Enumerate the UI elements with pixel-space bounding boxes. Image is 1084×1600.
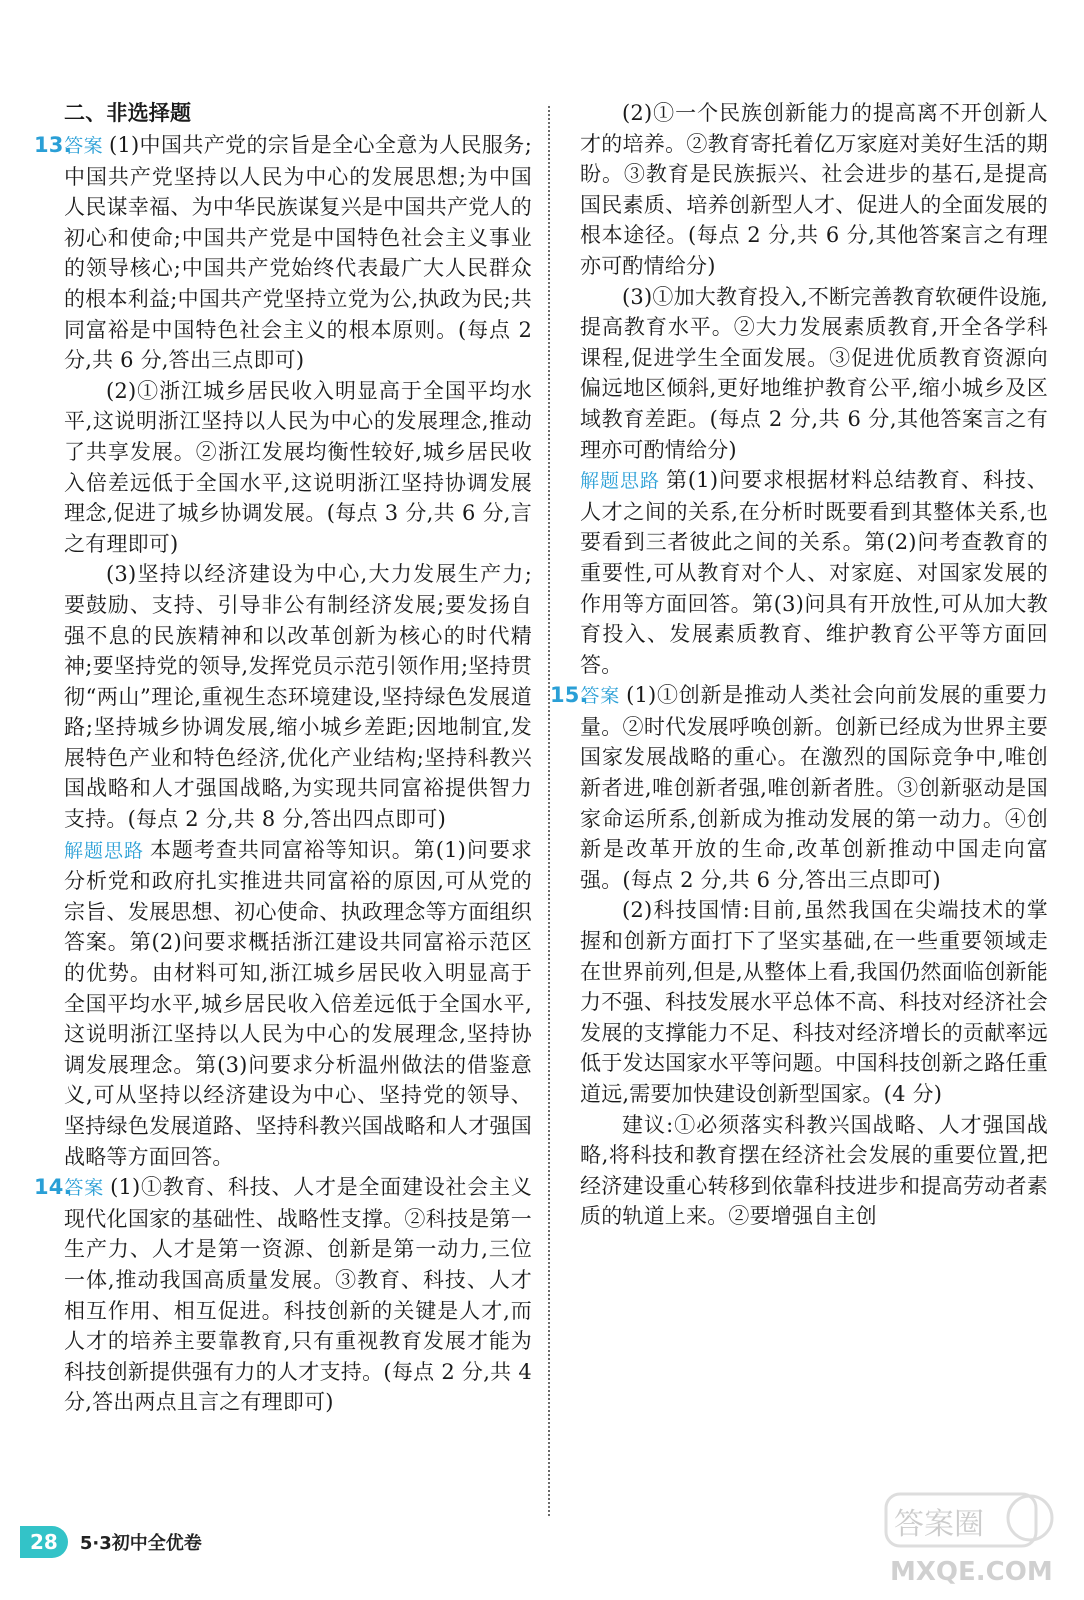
q14-part3: (3)①加大教育投入,不断完善教育软硬件设施,提高教育水平。②大力发展素质教育,开全各学科课程,促进学生全面发展。③促进优质教育资源向偏远地区倾斜,更好地维护教育公平,缩小城乡及区域教育差距。(每点 2 分,共 6 分,其他答案言之有理亦可酌情给分): [580, 284, 1048, 462]
right-column: [550, 98, 1049, 1232]
q14-part1-start: [34, 1172, 533, 1418]
q13-part1: [34, 130, 532, 376]
watermark-text: MXQE.COM: [890, 1557, 1053, 1587]
series-title: 5·3初中全优卷: [79, 1533, 202, 1554]
q15-part1: [550, 680, 1049, 895]
watermark-logo: [880, 1488, 1060, 1588]
q14-number: 14.: [34, 1175, 72, 1200]
watermark-logo-text: 答案圈: [894, 1507, 984, 1542]
left-column: [34, 98, 533, 1418]
q13-solution-label: 解题思路: [64, 839, 144, 862]
page-footer: [20, 1524, 202, 1560]
q15-answer-label: 答案: [580, 685, 621, 708]
q14-solution-text: 第(1)问要求根据材料总结教育、科技、人才之间的关系,在分析时既要看到其整体关系,也要看到三者彼此之间的关系。第(2)问考查教育的重要性,可从教育对个人、对家庭、对国家发展的作用等方面回答。第(3)问具有开放性,可从加大教育投入、发展素质教育、维护教育公平等方面回答。: [580, 468, 1048, 677]
q13-part3: (3)坚持以经济建设为中心,大力发展生产力;要鼓励、支持、引导非公有制经济发展;要发扬自强不息的民族精神和以改革创新为核心的时代精神;要坚持党的领导,发挥党员示范引领作用;坚持贯彻“两山”理论,重视生态环境建设,坚持绿色发展道路;坚持城乡协调发展,缩小城乡差距;因地制宜,发展特色产业和特色经济,优化产业结构;坚持科教兴国战略和人才强国战略,为实现共同富裕提供智力支持。(每点 2 分,共 8 分,答出四点即可): [64, 562, 532, 832]
q13-number: 13.: [34, 133, 72, 157]
q14-part2: (2)①一个民族创新能力的提高离不开创新人才的培养。②教育寄托着亿万家庭对美好生活的期盼。③教育是民族振兴、社会进步的基石,是提高国民素质、培养创新型人才、促进人的全面发展的根本途径。(每点 2 分,共 6 分,其他答案言之有理亦可酌情给分): [580, 101, 1048, 278]
q14-part1-text: (1)①教育、科技、人才是全面建设社会主义现代化国家的基础性、战略性支撑。②科技是第一生产力、人才是第一资源、创新是第一动力,三位一体,推动我国高质量发展。③教育、科技、人才相互作用、相互促进。科技创新的关键是人才,而人才的培养主要靠教育,只有重视教育发展才能为科技创新提供强有力的人才支持。(每点 2 分,共 4 分,答出两点且言之有理即可): [64, 1175, 533, 1415]
section-heading: 二、非选择题: [64, 101, 192, 125]
watermark-circle: [1008, 1496, 1052, 1540]
q14-answer-label: 答案: [64, 1177, 105, 1200]
q13-part2: (2)①浙江城乡居民收入明显高于全国平均水平,这说明浙江坚持以人民为中心的发展理念,推动了共享发展。②浙江发展均衡性较好,城乡居民收入倍差远低于全国水平,这说明浙江坚持协调发展理念,促进了城乡协调发展。(每点 3 分,共 6 分,言之有理即可): [64, 378, 532, 556]
q13-answer-label: 答案: [64, 135, 103, 157]
column-divider: [548, 106, 550, 1516]
q14-solution-label: 解题思路: [580, 470, 660, 493]
q14-solution: [580, 465, 1048, 680]
question-14: [34, 1172, 533, 1418]
q15-part2: (2)科技国情:目前,虽然我国在尖端技术的掌握和创新方面打下了坚实基础,在一些重要领域走在世界前列,但是,从整体上看,我国仍然面临创新能力不强、科技发展水平总体不高、科技对经济社会发展的支撑能力不足、科技对经济增长的贡献率远低于发达国家水平等问题。中国科技创新之路任重道远,需要加快建设创新型国家。(4 分): [580, 898, 1048, 1106]
q15-number: 15.: [550, 683, 588, 708]
q15-part3: 建议:①必须落实科教兴国战略、人才强国战略,将科技和教育摆在经济社会发展的重要位置,把经济建设重心转移到依靠科技进步和提高劳动者素质的轨道上来。②要增强自主创: [580, 1112, 1048, 1229]
page-number: 28: [20, 1526, 68, 1558]
q13-part1-text: (1)中国共产党的宗旨是全心全意为人民服务;中国共产党坚持以人民为中心的发展思想;为中国人民谋幸福、为中华民族谋复兴是中国共产党人的初心和使命;中国共产党是中国特色社会主义事业的领导核心;中国共产党始终代表最广大人民群众的根本利益;中国共产党坚持立党为公,执政为民;共同富裕是中国特色社会主义的根本原则。(每点 2 分,共 6 分,答出三点即可): [64, 133, 532, 373]
q13-solution: [64, 835, 532, 1173]
q15-part1-text: (1)①创新是推动人类社会向前发展的重要力量。②时代发展呼唤创新。创新已经成为世界主要国家发展战略的重心。在激烈的国际竞争中,唯创新者进,唯创新者强,唯创新者胜。③创新驱动是国家命运所系,创新成为推动发展的第一动力。④创新是改革开放的生命,改革创新推动中国走向富强。(每点 2 分,共 6 分,答出三点即可): [580, 683, 1049, 892]
question-13: [34, 130, 532, 1172]
q13-solution-text: 本题考查共同富裕等知识。第(1)问要求分析党和政府扎实推进共同富裕的原因,可从党的宗旨、发展思想、初心使命、执政理念等方面组织答案。第(2)问要求概括浙江建设共同富裕示范区的优势。由材料可知,浙江城乡居民收入明显高于全国平均水平,城乡居民收入倍差远低于全国水平,这说明浙江坚持以人民为中心的发展理念,坚持协调发展理念。第(3)问要求分析温州做法的借鉴意义,可从坚持以经济建设为中心、坚持党的领导、坚持绿色发展道路、坚持科教兴国战略和人才强国战略等方面回答。: [64, 837, 532, 1169]
question-15: [550, 680, 1049, 1232]
